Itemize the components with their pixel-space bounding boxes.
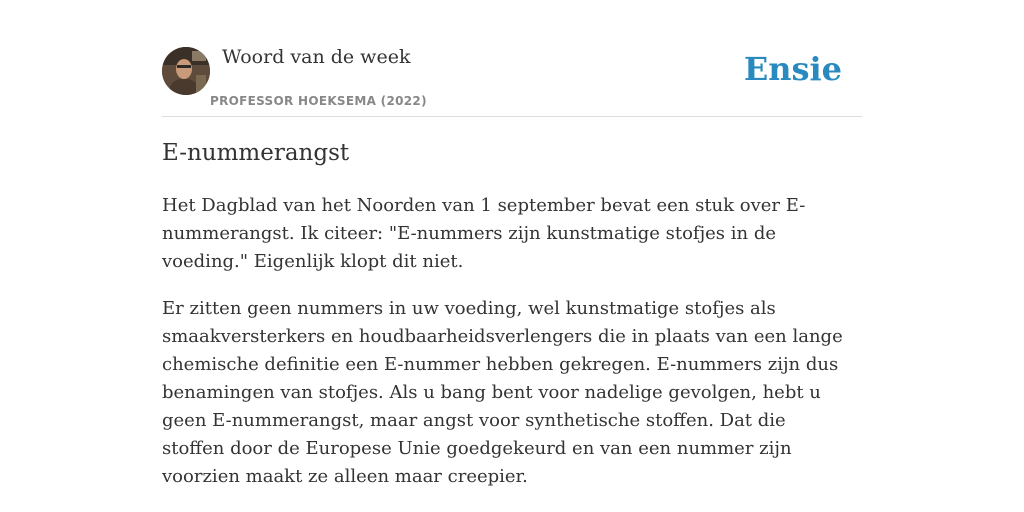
article-header: [162, 0, 862, 117]
series-title[interactable]: Woord van de week: [222, 46, 411, 68]
article-paragraph-2: Er zitten geen nummers in uw voeding, wel kunstmatige stofjes als smaakversterkers en houdbaarheidsverlengers die in plaats van een lange chemische definitie een E-nummer hebben gekregen. E-nummers zijn dus benamingen van stofjes. Als u bang bent voor nadelige gevolgen, hebt u geen E-nummerangst, maar angst voor synthetische stoffen. Dat die stoffen door de Europese Unie goedgekeurd en van een nummer zijn voorzien maakt ze alleen maar creepier.: [162, 298, 843, 487]
article-paragraph-1: Het Dagblad van het Noorden van 1 september bevat een stuk over E-nummerangst. Ik citeer: "E-nummers zijn kunstmatige stofjes in de voeding." Eigenlijk klopt dit niet.: [162, 195, 806, 272]
author-avatar[interactable]: [162, 47, 210, 95]
ensie-logo[interactable]: Ensie: [743, 50, 842, 88]
author-name[interactable]: PROFESSOR HOEKSEMA (2022): [210, 94, 427, 108]
article-card: [162, 0, 862, 487]
article-heading: E-nummerangst: [162, 140, 350, 166]
